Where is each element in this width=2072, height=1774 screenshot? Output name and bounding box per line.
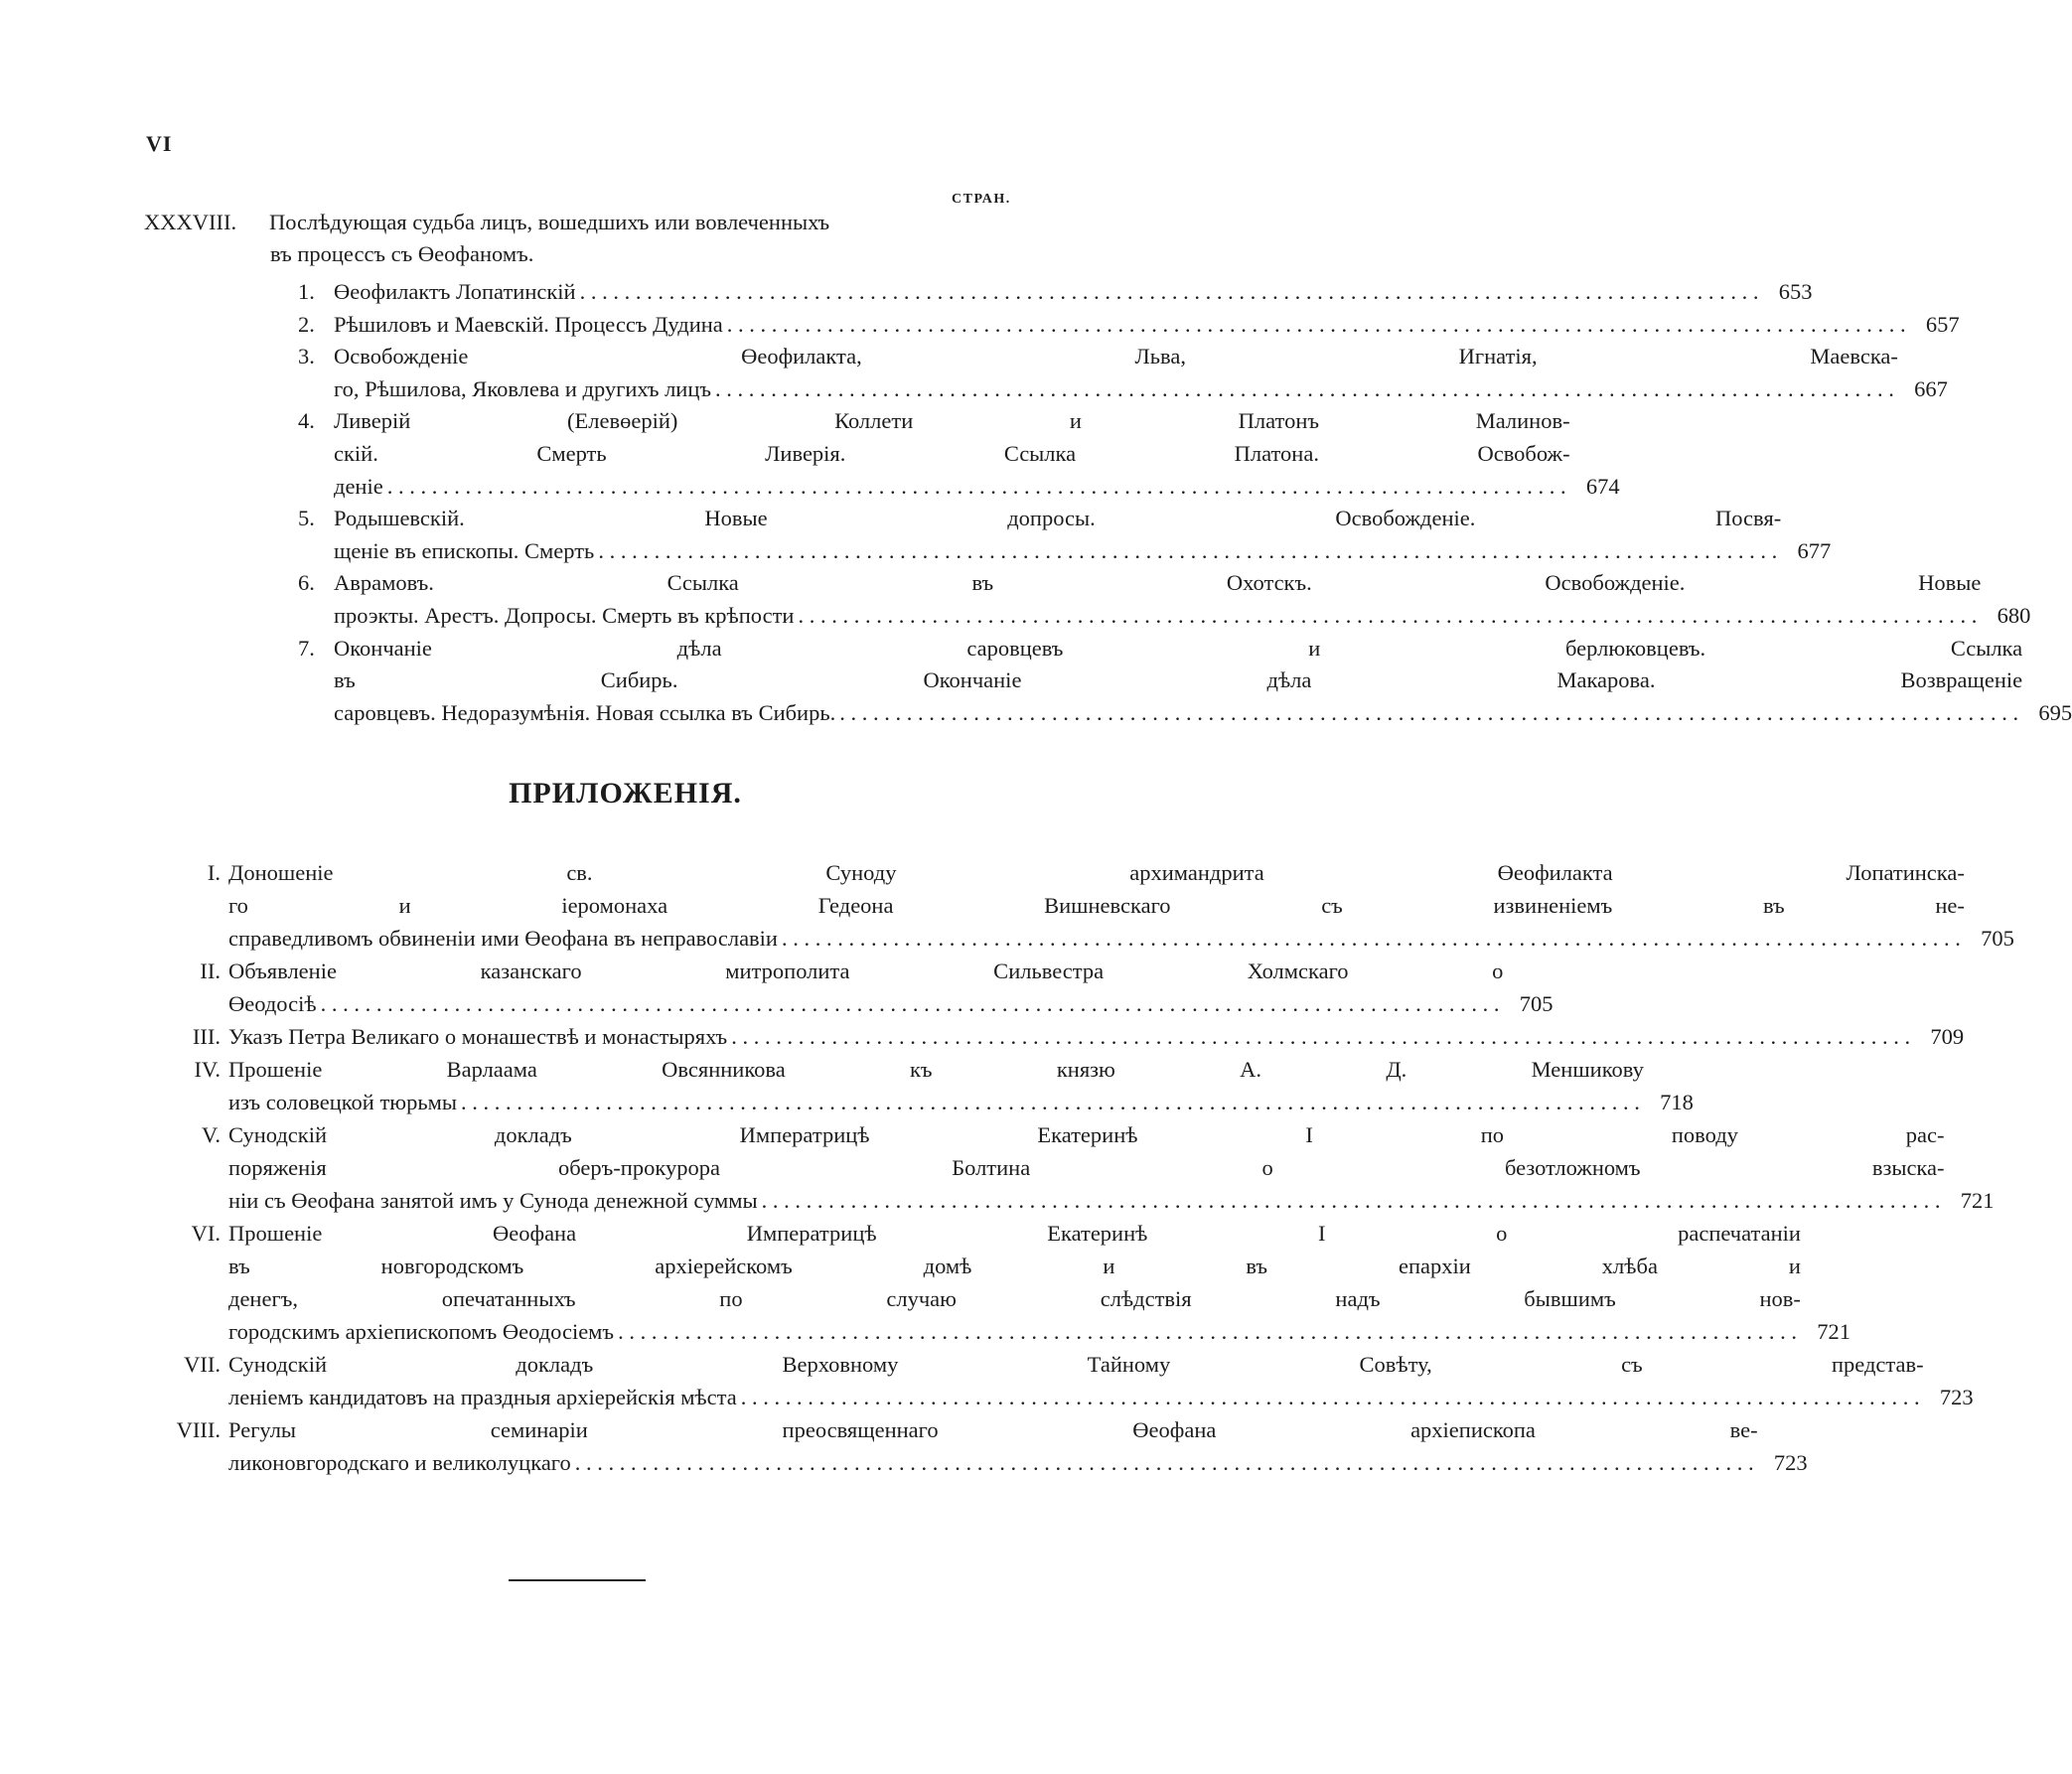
chapter-subsection-list: [298, 276, 2072, 729]
subsection-text-last: проэкты. Арестъ. Допросы. Смерть въ крѣпости: [334, 602, 795, 628]
appendix-text-line: Сунодскій докладъ Верховному Тайному Совѣту, съ представ-: [228, 1352, 1924, 1377]
subsection-entry: [298, 276, 1813, 309]
subsection-entry: [298, 503, 1832, 567]
appendix-page-number: 718: [1660, 1090, 1694, 1114]
subsection-number: 5.: [298, 506, 315, 531]
appendix-list: [159, 856, 2014, 1479]
dot-leader: [461, 1086, 1640, 1118]
subsection-page-number: 657: [1925, 311, 1960, 337]
appendix-text-line: Доношеніе св. Суноду архимандрита Өеофилакта Лопатинска-: [228, 860, 1965, 885]
subsection-number: 7.: [298, 635, 315, 661]
subsection-text-line: Ливерій (Елевөерій) Коллети и Платонъ Малинов-: [334, 408, 1570, 434]
appendix-number: I.: [207, 860, 221, 885]
appendix-number: IV.: [194, 1057, 221, 1082]
appendix-page-number: 723: [1773, 1450, 1808, 1475]
dot-leader: [580, 276, 1759, 309]
subsection-text-line: въ Сибирь. Окончаніе дѣла Макарова. Возвращеніе: [334, 667, 2023, 693]
subsection-page-number: 695: [2038, 699, 2072, 725]
appendix-text-line: Объявленіе казанскаго митрополита Сильвестра Холмскаго о: [228, 959, 1504, 983]
appendix-entry: [159, 1053, 1694, 1118]
dot-leader: [839, 697, 2018, 730]
appendix-text-line: го и іеромонаха Гедеона Вишневскаго съ извиненіемъ въ не-: [228, 893, 1965, 918]
appendix-heading: ПРИЛОЖЕНІЯ.: [509, 777, 742, 810]
appendix-number: III.: [192, 1024, 221, 1049]
dot-leader: [618, 1315, 1797, 1348]
appendix-text-line: Сунодскій докладъ Императрицѣ Екатеринѣ I по поводу рас-: [228, 1122, 1945, 1147]
subsection-number: 2.: [298, 311, 315, 337]
subsection-entry: [298, 633, 2072, 730]
chapter-title-line2: въ процессъ съ Өеофаномъ.: [270, 241, 534, 266]
subsection-text-last: деніе: [334, 473, 383, 499]
subsection-text-last: Өеофилактъ Лопатинскій: [334, 279, 576, 304]
subsection-text-line: Аврамовъ. Ссылка въ Охотскъ. Освобожденіе. Новые: [334, 570, 1982, 596]
subsection-text-last: Рѣшиловъ и Маевскій. Процессъ Дудина: [334, 311, 723, 337]
dot-leader: [731, 1020, 1910, 1053]
appendix-text-last: Указъ Петра Великаго о монашествѣ и монастыряхъ: [228, 1024, 728, 1049]
chapter-number: XXXVIII.: [144, 210, 237, 234]
subsection-text-line: Родышевскій. Новые допросы. Освобожденіе. Посвя-: [334, 506, 1782, 531]
subsection-text-last: саровцевъ. Недоразумѣнія. Новая ссылка въ Сибирь.: [334, 699, 836, 725]
appendix-entry: [159, 1118, 1995, 1217]
appendix-text-line: поряженія оберъ-прокурора Болтина о безотложномъ взыска-: [228, 1155, 1945, 1180]
subsection-page-number: 667: [1914, 375, 1948, 401]
appendix-page-number: 705: [1519, 991, 1554, 1016]
dot-leader: [798, 600, 1977, 633]
appendix-text-last: изъ соловецкой тюрьмы: [228, 1090, 457, 1114]
appendix-page-number: 723: [1939, 1385, 1974, 1409]
dot-leader: [782, 922, 1961, 955]
dot-leader: [575, 1446, 1754, 1479]
subsection-text-last: щеніе въ епископы. Смерть: [334, 537, 595, 563]
subsection-number: 1.: [298, 279, 315, 304]
appendix-text-last: ликоновгородскаго и великолуцкаго: [228, 1450, 571, 1475]
appendix-text-last: Өеодосіѣ: [228, 991, 317, 1016]
appendix-text-line: Регулы семинаріи преосвященнаго Өеофана архіепископа ве-: [228, 1417, 1758, 1442]
appendix-number: VI.: [191, 1221, 221, 1246]
subsection-text-last: го, Рѣшилова, Яковлева и другихъ лицъ: [334, 375, 712, 401]
subsection-entry: [298, 309, 1960, 342]
subsection-number: 3.: [298, 344, 315, 370]
subsection-entry: [298, 405, 1620, 503]
appendix-entry: [159, 1348, 1974, 1413]
appendix-entry: [159, 955, 1554, 1020]
appendix-text-last: ніи съ Өеофана занятой имъ у Сунода денежной суммы: [228, 1188, 758, 1213]
appendix-entry: [159, 1020, 1965, 1053]
appendix-page-number: 705: [1981, 926, 2014, 951]
appendix-text-line: Прошеніе Варлаама Овсянникова къ князю А. Д. Меншикову: [228, 1057, 1644, 1082]
subsection-number: 6.: [298, 570, 315, 596]
subsection-page-number: 680: [1997, 602, 2031, 628]
dot-leader: [741, 1381, 1920, 1413]
appendix-entry: [159, 1217, 1850, 1348]
page-number: VI: [146, 131, 173, 156]
chapter-entry: [144, 207, 998, 270]
subsection-entry: [298, 567, 2031, 632]
appendix-number: V.: [202, 1122, 221, 1147]
dot-leader: [762, 1184, 1941, 1217]
subsection-text-line: Окончаніе дѣла саровцевъ и берлюковцевъ. Ссылка: [334, 635, 2023, 661]
column-header: СТРАН.: [952, 192, 1011, 207]
dot-leader: [727, 309, 1906, 342]
subsection-page-number: 674: [1585, 473, 1620, 499]
appendix-text-last: леніемъ кандидатовъ на праздныя архіерейскія мѣста: [228, 1385, 737, 1409]
appendix-number: II.: [200, 959, 221, 983]
appendix-entry: [159, 1413, 1808, 1479]
appendix-text-last: справедливомъ обвиненіи ими Өеофана въ неправославіи: [228, 926, 778, 951]
subsection-page-number: 653: [1778, 279, 1813, 304]
dot-leader: [598, 535, 1777, 568]
appendix-text-line: въ новгородскомъ архіерейскомъ домѣ и въ епархіи хлѣба и: [228, 1254, 1801, 1278]
appendix-page-number: 709: [1930, 1024, 1965, 1049]
chapter-title-line1: Послѣдующая судьба лицъ, вошедшихъ или вовлеченныхъ: [269, 210, 830, 234]
dot-leader: [387, 471, 1566, 504]
appendix-text-last: городскимъ архіепископомъ Өеодосіемъ: [228, 1319, 615, 1344]
appendix-text-line: Прошеніе Өеофана Императрицѣ Екатеринѣ I о распечатаніи: [228, 1221, 1801, 1246]
subsection-text-line: скій. Смерть Ливерія. Ссылка Платона. Освобож-: [334, 440, 1570, 466]
appendix-text-line: денегъ, опечатанныхъ по случаю слѣдствія надъ бывшимъ нов-: [228, 1286, 1801, 1311]
subsection-text-line: Освобожденіе Өеофилакта, Льва, Игнатія, Маевска-: [334, 344, 1898, 370]
subsection-number: 4.: [298, 408, 315, 434]
subsection-entry: [298, 341, 1948, 405]
appendix-number: VII.: [184, 1352, 221, 1377]
appendix-number: VIII.: [176, 1417, 221, 1442]
appendix-page-number: 721: [1817, 1319, 1850, 1344]
appendix-entry: [159, 856, 2014, 955]
appendix-page-number: 721: [1960, 1188, 1995, 1213]
dot-leader: [321, 987, 1500, 1020]
dot-leader: [715, 373, 1894, 406]
subsection-page-number: 677: [1797, 537, 1832, 563]
closing-rule: [509, 1579, 646, 1581]
